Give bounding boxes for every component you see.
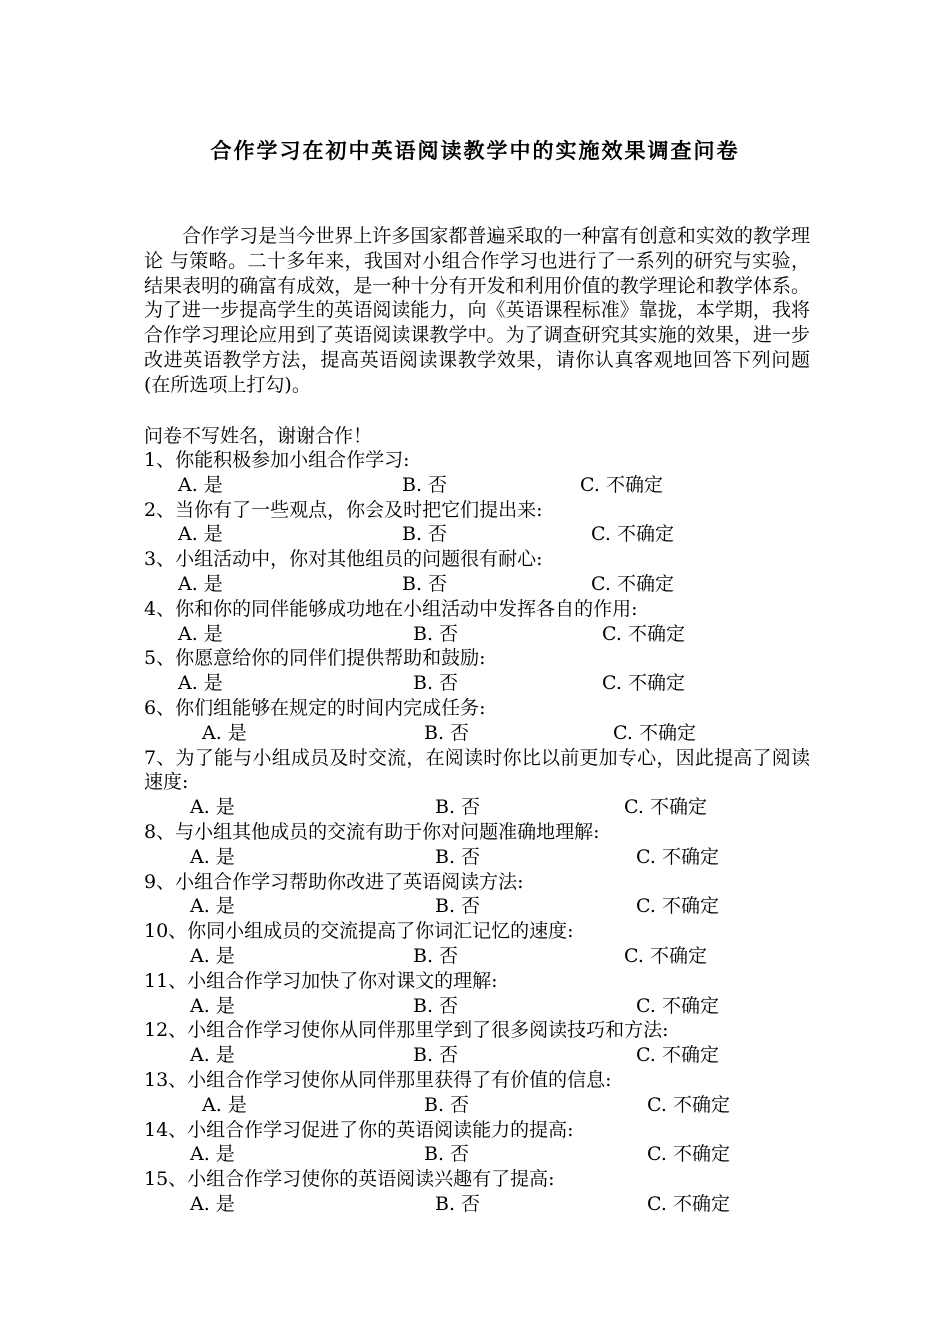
option-c[interactable]: C. 不确定 <box>591 523 674 546</box>
option-a[interactable]: A. 是 <box>190 1143 235 1166</box>
option-row-10 <box>144 944 814 969</box>
question-8: 8、与小组其他成员的交流有助于你对问题准确地理解: <box>144 820 600 843</box>
option-a[interactable]: A. 是 <box>178 523 223 546</box>
question-11: 11、小组合作学习加快了你对课文的理解: <box>144 969 498 992</box>
option-a[interactable]: A. 是 <box>178 672 223 695</box>
option-c[interactable]: C. 不确定 <box>647 1192 730 1215</box>
question-2: 2、当你有了一些观点，你会及时把它们提出来: <box>144 498 543 521</box>
option-b[interactable]: B. 否 <box>435 1192 481 1215</box>
option-a[interactable]: A. 是 <box>202 1093 247 1116</box>
option-a[interactable]: A. 是 <box>178 473 223 496</box>
option-b[interactable]: B. 否 <box>402 523 448 546</box>
option-a[interactable]: A. 是 <box>202 721 247 744</box>
option-row-2 <box>144 522 814 547</box>
option-c[interactable]: C. 不确定 <box>624 944 707 967</box>
option-b[interactable]: B. 否 <box>435 845 481 868</box>
option-c[interactable]: C. 不确定 <box>624 796 707 819</box>
question-7: 7、为了能与小组成员及时交流，在阅读时你比以前更加专心，因此提高了阅读速度: <box>144 746 810 794</box>
option-b[interactable]: B. 否 <box>413 994 459 1017</box>
option-c[interactable]: C. 不确定 <box>591 572 674 595</box>
option-c[interactable]: C. 不确定 <box>636 1044 719 1067</box>
page-title: 合作学习在初中英语阅读教学中的实施效果调查问卷 <box>210 139 740 163</box>
option-row-14 <box>144 1142 814 1167</box>
option-b[interactable]: B. 否 <box>413 622 459 645</box>
option-a[interactable]: A. 是 <box>190 944 235 967</box>
question-6: 6、你们组能够在规定的时间内完成任务: <box>144 696 486 719</box>
option-a[interactable]: A. 是 <box>190 796 235 819</box>
option-c[interactable]: C. 不确定 <box>613 721 696 744</box>
option-row-11 <box>144 994 814 1019</box>
option-a[interactable]: A. 是 <box>178 572 223 595</box>
option-row-12 <box>144 1043 814 1068</box>
option-b[interactable]: B. 否 <box>435 895 481 918</box>
option-c[interactable]: C. 不确定 <box>647 1093 730 1116</box>
option-row-8 <box>144 845 814 870</box>
option-b[interactable]: B. 否 <box>424 1093 470 1116</box>
option-a[interactable]: A. 是 <box>190 994 235 1017</box>
option-row-3 <box>144 572 814 597</box>
option-row-13 <box>144 1093 814 1118</box>
option-row-15 <box>144 1192 814 1217</box>
option-c[interactable]: C. 不确定 <box>580 473 663 496</box>
option-row-1 <box>144 473 814 498</box>
option-b[interactable]: B. 否 <box>413 1044 459 1067</box>
option-b[interactable]: B. 否 <box>402 572 448 595</box>
option-c[interactable]: C. 不确定 <box>636 994 719 1017</box>
anonymous-note: 问卷不写姓名，谢谢合作！ <box>144 425 373 447</box>
option-c[interactable]: C. 不确定 <box>636 845 719 868</box>
question-13: 13、小组合作学习使你从同伴那里获得了有价值的信息: <box>144 1068 612 1091</box>
option-b[interactable]: B. 否 <box>402 473 448 496</box>
option-c[interactable]: C. 不确定 <box>602 672 685 695</box>
option-row-9 <box>144 894 814 919</box>
option-a[interactable]: A. 是 <box>178 622 223 645</box>
question-12: 12、小组合作学习使你从同伴那里学到了很多阅读技巧和方法: <box>144 1019 669 1042</box>
question-10: 10、你同小组成员的交流提高了你词汇记忆的速度: <box>144 920 574 943</box>
option-a[interactable]: A. 是 <box>190 895 235 918</box>
option-row-5 <box>144 671 814 696</box>
option-c[interactable]: C. 不确定 <box>636 895 719 918</box>
question-15: 15、小组合作学习使你的英语阅读兴趣有了提高: <box>144 1168 555 1191</box>
option-row-7 <box>144 795 814 820</box>
question-list <box>144 448 814 1217</box>
option-c[interactable]: C. 不确定 <box>647 1143 730 1166</box>
option-b[interactable]: B. 否 <box>424 721 470 744</box>
question-14: 14、小组合作学习促进了你的英语阅读能力的提高: <box>144 1118 574 1141</box>
question-9: 9、小组合作学习帮助你改进了英语阅读方法: <box>144 870 524 893</box>
option-b[interactable]: B. 否 <box>413 672 459 695</box>
option-row-6 <box>144 721 814 746</box>
option-c[interactable]: C. 不确定 <box>602 622 685 645</box>
option-a[interactable]: A. 是 <box>190 1044 235 1067</box>
intro-paragraph: 合作学习是当今世界上许多国家都普遍采取的一种富有创意和实效的教学理论 与策略。二十多年来，我国对小组合作学习也进行了一系列的研究与实验，结果表明的确富有成效，是一种十分有开发和利用价值的教学理论和教学体系。为了进一步提高学生的英语阅读能力，向《英语课程标准》靠拢，本学期，我将合作学习理论应用到了英语阅读课教学中。为了调查研究其实施的效果，进一步改进英语教学方法，提高英语阅读课教学效果，请你认真客观地回答下列问题(在所选项上打勾)。 <box>144 225 810 396</box>
option-b[interactable]: B. 否 <box>424 1143 470 1166</box>
option-a[interactable]: A. 是 <box>190 845 235 868</box>
option-a[interactable]: A. 是 <box>190 1192 235 1215</box>
question-3: 3、小组活动中，你对其他组员的问题很有耐心: <box>144 548 543 571</box>
option-row-4 <box>144 622 814 647</box>
question-1: 1、你能积极参加小组合作学习: <box>144 449 410 471</box>
question-4: 4、你和你的同伴能够成功地在小组活动中发挥各自的作用: <box>144 597 638 620</box>
option-b[interactable]: B. 否 <box>435 796 481 819</box>
option-b[interactable]: B. 否 <box>413 944 459 967</box>
question-5: 5、你愿意给你的同伴们提供帮助和鼓励: <box>144 647 486 670</box>
